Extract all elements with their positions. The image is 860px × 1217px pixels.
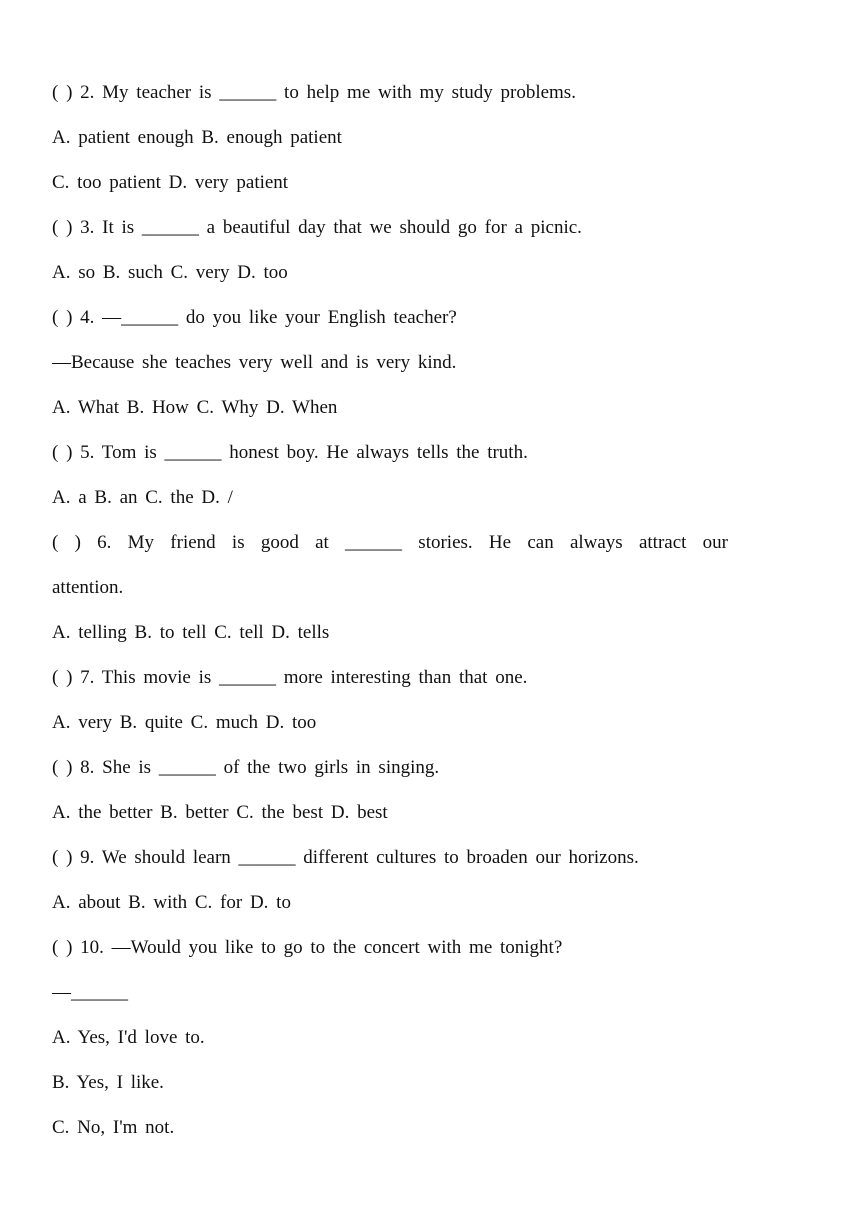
question-10-option-c: C. No, I'm not. bbox=[52, 1117, 175, 1138]
question-10-dialogue: —______ bbox=[52, 982, 128, 1003]
worksheet-page bbox=[52, 70, 728, 1150]
question-9-options: A. about B. with C. for D. to bbox=[52, 892, 291, 913]
question-10-option-a: A. Yes, I'd love to. bbox=[52, 1027, 205, 1048]
question-6-options: A. telling B. to tell C. tell D. tells bbox=[52, 622, 330, 643]
question-3-options: A. so B. such C. very D. too bbox=[52, 262, 288, 283]
question-9: ( ) 9. We should learn ______ different cultures to broaden our horizons. bbox=[52, 847, 639, 868]
question-10: ( ) 10. —Would you like to go to the concert with me tonight? bbox=[52, 937, 563, 958]
question-7: ( ) 7. This movie is ______ more interesting than that one. bbox=[52, 667, 528, 688]
question-2: ( ) 2. My teacher is ______ to help me with my study problems. bbox=[52, 82, 576, 103]
question-6: ( ) 6. My friend is good at ______ stories. He can always attract our bbox=[52, 532, 728, 553]
question-4-options: A. What B. How C. Why D. When bbox=[52, 397, 338, 418]
question-8-options: A. the better B. better C. the best D. best bbox=[52, 802, 388, 823]
question-10-option-b: B. Yes, I like. bbox=[52, 1072, 164, 1093]
question-5-options: A. a B. an C. the D. / bbox=[52, 487, 233, 508]
question-6-continued: attention. bbox=[52, 577, 124, 598]
question-2-options-cd: C. too patient D. very patient bbox=[52, 172, 289, 193]
question-7-options: A. very B. quite C. much D. too bbox=[52, 712, 317, 733]
question-8: ( ) 8. She is ______ of the two girls in singing. bbox=[52, 757, 440, 778]
question-2-options-ab: A. patient enough B. enough patient bbox=[52, 127, 342, 148]
question-4-dialogue: —Because she teaches very well and is very kind. bbox=[52, 352, 457, 373]
question-5: ( ) 5. Tom is ______ honest boy. He always tells the truth. bbox=[52, 442, 528, 463]
question-3: ( ) 3. It is ______ a beautiful day that we should go for a picnic. bbox=[52, 217, 582, 238]
question-4: ( ) 4. —______ do you like your English teacher? bbox=[52, 307, 457, 328]
